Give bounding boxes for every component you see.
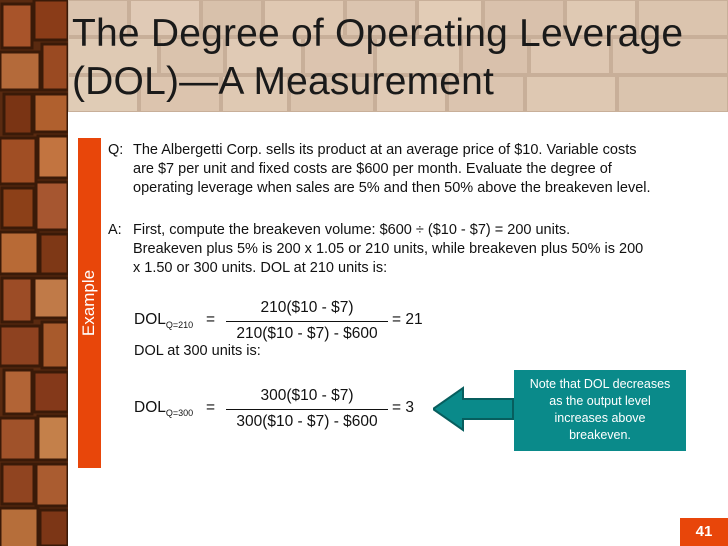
page-number: 41 (680, 518, 728, 546)
formula1-subscript: Q=210 (165, 320, 194, 330)
formula1-numerator: 210($10 - $7) (260, 299, 354, 316)
answer-line-2: Breakeven plus 5% is 200 x 1.05 or 210 units, while breakeven plus 50% is 200 (133, 241, 644, 257)
arrow-left-icon (433, 386, 515, 437)
question-line-1: The Albergetti Corp. sells its product at an average price of $10. Variable costs (133, 142, 637, 158)
formula-dol-210 (134, 296, 454, 346)
example-label: Example (79, 269, 98, 337)
formula1-result: = 21 (392, 311, 423, 328)
note-line-3: increases above (554, 411, 646, 425)
brick-photo-strip (0, 0, 68, 546)
formula2-subscript: Q=300 (165, 408, 194, 418)
note-line-2: as the output level (549, 394, 651, 408)
answer-line-3: x 1.50 or 300 units. DOL at 210 units is: (133, 260, 388, 276)
formula2-denominator: 300($10 - $7) - $600 (236, 413, 378, 430)
title-line-2: (DOL)—A Measurement (72, 60, 495, 103)
note-line-1: Note that DOL decreases (529, 377, 671, 391)
formula1-denominator: 210($10 - $7) - $600 (236, 325, 378, 342)
formula2-result: = 3 (392, 399, 414, 416)
question-block (108, 141, 718, 201)
title-line-1: The Degree of Operating Leverage (72, 12, 684, 55)
formula2-dol: $DOL_{Q=300}$ (134, 399, 194, 418)
slide-title (72, 10, 722, 106)
note-callout (514, 370, 686, 451)
formula1-fraction-bar (226, 321, 388, 322)
answer-label: A: (108, 222, 122, 238)
answer-line-1: First, compute the breakeven volume: $600 ÷ ($10 - $7) = 200 units. (133, 222, 571, 238)
question-line-3: operating leverage when sales are 5% and then 50% above the breakeven level. (133, 180, 651, 196)
formula1-equals: = (206, 311, 216, 328)
formula-dol-300 (134, 384, 454, 434)
formula2-equals: = (206, 399, 216, 416)
answer-text (133, 221, 643, 278)
formula1-dol: $DOL_{Q=210}$ (134, 311, 194, 330)
formula2-fraction-bar (226, 409, 388, 410)
question-label: Q: (108, 142, 124, 158)
note-line-4: breakeven. (569, 428, 631, 442)
formula2-numerator: 300($10 - $7) (260, 387, 354, 404)
question-line-2: are $7 per unit and fixed costs are $600 per month. Evaluate the degree of (133, 161, 612, 177)
dol-300-label: DOL at 300 units is: (134, 343, 261, 359)
question-text (133, 141, 651, 198)
answer-block (108, 221, 718, 281)
